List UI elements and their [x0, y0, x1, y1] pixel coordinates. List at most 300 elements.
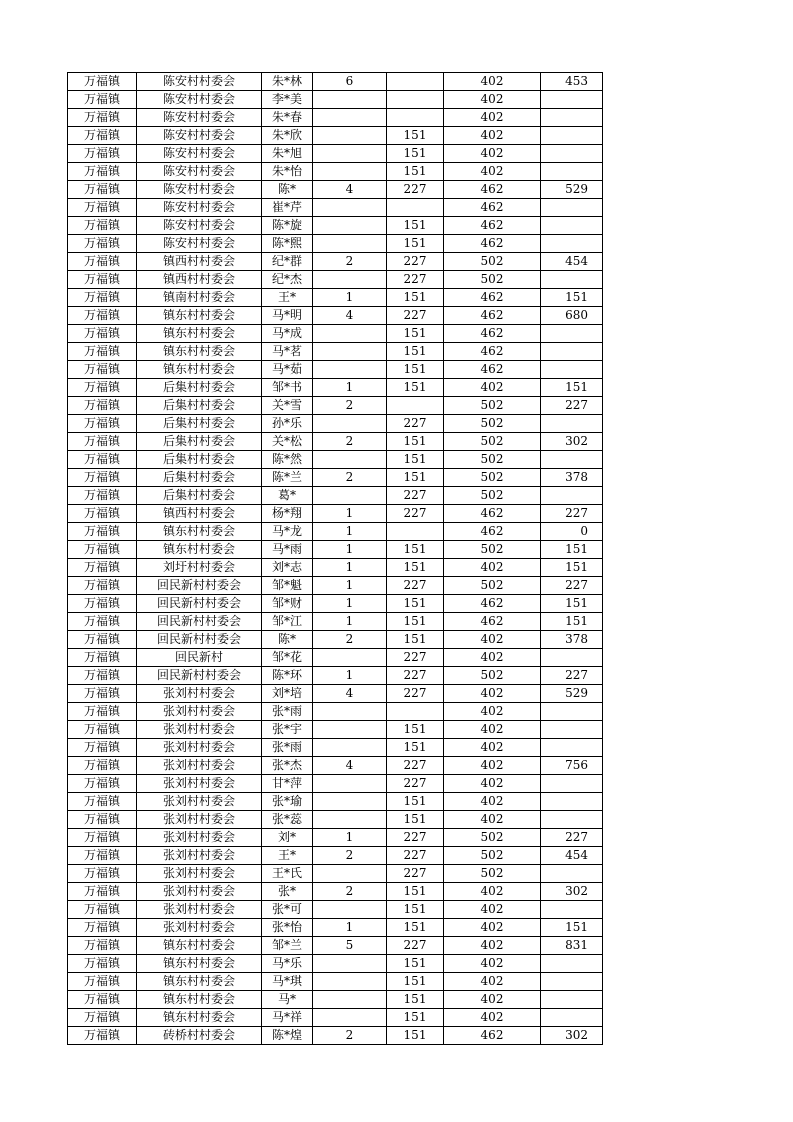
value-a-cell: 151	[387, 127, 444, 145]
village-cell: 镇东村村委会	[137, 1009, 262, 1027]
village-cell: 刘圩村村委会	[137, 559, 262, 577]
value-b-cell: 502	[444, 541, 541, 559]
value-a-cell: 151	[387, 901, 444, 919]
value-b-cell: 402	[444, 127, 541, 145]
count-cell	[313, 361, 387, 379]
table-row	[68, 379, 603, 397]
town-cell: 万福镇	[68, 523, 137, 541]
village-cell: 镇东村村委会	[137, 523, 262, 541]
name-cell: 张*宇	[262, 721, 313, 739]
count-cell	[313, 325, 387, 343]
count-cell: 2	[313, 253, 387, 271]
town-cell: 万福镇	[68, 1027, 137, 1045]
table-row	[68, 163, 603, 181]
value-b-cell: 402	[444, 721, 541, 739]
total-cell	[541, 865, 603, 883]
table-row	[68, 91, 603, 109]
value-b-cell: 402	[444, 559, 541, 577]
total-cell: 227	[541, 577, 603, 595]
village-cell: 镇南村村委会	[137, 289, 262, 307]
count-cell	[313, 487, 387, 505]
total-cell: 302	[541, 883, 603, 901]
total-cell	[541, 271, 603, 289]
total-cell	[541, 109, 603, 127]
village-cell: 张刘村村委会	[137, 685, 262, 703]
town-cell: 万福镇	[68, 793, 137, 811]
value-a-cell: 227	[387, 685, 444, 703]
value-a-cell: 151	[387, 595, 444, 613]
value-b-cell: 402	[444, 739, 541, 757]
village-cell: 张刘村村委会	[137, 883, 262, 901]
value-b-cell: 462	[444, 235, 541, 253]
total-cell: 0	[541, 523, 603, 541]
village-cell: 后集村村委会	[137, 451, 262, 469]
count-cell: 1	[313, 613, 387, 631]
value-b-cell: 402	[444, 757, 541, 775]
value-a-cell: 151	[387, 739, 444, 757]
name-cell: 刘*志	[262, 559, 313, 577]
town-cell: 万福镇	[68, 289, 137, 307]
count-cell	[313, 109, 387, 127]
town-cell: 万福镇	[68, 991, 137, 1009]
table-row	[68, 703, 603, 721]
value-b-cell: 402	[444, 649, 541, 667]
town-cell: 万福镇	[68, 865, 137, 883]
total-cell: 831	[541, 937, 603, 955]
village-cell: 后集村村委会	[137, 397, 262, 415]
village-cell: 回民新村	[137, 649, 262, 667]
total-cell: 378	[541, 469, 603, 487]
value-a-cell	[387, 199, 444, 217]
total-cell	[541, 991, 603, 1009]
value-a-cell: 227	[387, 505, 444, 523]
value-b-cell: 402	[444, 883, 541, 901]
town-cell: 万福镇	[68, 397, 137, 415]
town-cell: 万福镇	[68, 91, 137, 109]
total-cell: 151	[541, 379, 603, 397]
village-cell: 回民新村村委会	[137, 667, 262, 685]
total-cell: 151	[541, 613, 603, 631]
total-cell	[541, 415, 603, 433]
value-b-cell: 402	[444, 163, 541, 181]
value-b-cell: 402	[444, 685, 541, 703]
value-a-cell: 151	[387, 919, 444, 937]
table-row	[68, 721, 603, 739]
value-a-cell: 227	[387, 271, 444, 289]
value-a-cell: 227	[387, 307, 444, 325]
name-cell: 张*瑜	[262, 793, 313, 811]
name-cell: 张*蕊	[262, 811, 313, 829]
town-cell: 万福镇	[68, 217, 137, 235]
count-cell: 2	[313, 469, 387, 487]
value-a-cell: 227	[387, 829, 444, 847]
table-row	[68, 217, 603, 235]
count-cell	[313, 973, 387, 991]
town-cell: 万福镇	[68, 649, 137, 667]
name-cell: 纪*杰	[262, 271, 313, 289]
value-b-cell: 402	[444, 145, 541, 163]
value-b-cell: 502	[444, 847, 541, 865]
value-a-cell: 151	[387, 361, 444, 379]
table-row	[68, 361, 603, 379]
village-cell: 张刘村村委会	[137, 757, 262, 775]
total-cell	[541, 145, 603, 163]
value-b-cell: 502	[444, 415, 541, 433]
value-b-cell: 462	[444, 361, 541, 379]
village-cell: 张刘村村委会	[137, 901, 262, 919]
count-cell	[313, 1009, 387, 1027]
name-cell: 崔*芹	[262, 199, 313, 217]
count-cell	[313, 649, 387, 667]
village-cell: 陈安村村委会	[137, 73, 262, 91]
value-b-cell: 462	[444, 343, 541, 361]
table-row	[68, 955, 603, 973]
count-cell	[313, 955, 387, 973]
count-cell	[313, 739, 387, 757]
total-cell: 227	[541, 505, 603, 523]
name-cell: 王*	[262, 847, 313, 865]
value-b-cell: 402	[444, 91, 541, 109]
value-b-cell: 502	[444, 667, 541, 685]
total-cell: 151	[541, 289, 603, 307]
village-cell: 陈安村村委会	[137, 217, 262, 235]
value-b-cell: 402	[444, 919, 541, 937]
count-cell	[313, 235, 387, 253]
total-cell	[541, 649, 603, 667]
total-cell	[541, 361, 603, 379]
value-a-cell	[387, 109, 444, 127]
town-cell: 万福镇	[68, 559, 137, 577]
value-b-cell: 402	[444, 901, 541, 919]
value-a-cell: 151	[387, 955, 444, 973]
value-a-cell: 227	[387, 775, 444, 793]
value-b-cell: 402	[444, 937, 541, 955]
town-cell: 万福镇	[68, 199, 137, 217]
name-cell: 陈*然	[262, 451, 313, 469]
value-a-cell: 151	[387, 1009, 444, 1027]
table-row	[68, 451, 603, 469]
value-a-cell	[387, 523, 444, 541]
table-row	[68, 883, 603, 901]
value-a-cell: 151	[387, 145, 444, 163]
value-b-cell: 462	[444, 613, 541, 631]
total-cell: 756	[541, 757, 603, 775]
total-cell	[541, 703, 603, 721]
value-b-cell: 502	[444, 433, 541, 451]
name-cell: 关*雪	[262, 397, 313, 415]
name-cell: 王*氏	[262, 865, 313, 883]
town-cell: 万福镇	[68, 883, 137, 901]
table-row	[68, 991, 603, 1009]
table-row	[68, 469, 603, 487]
town-cell: 万福镇	[68, 631, 137, 649]
village-cell: 回民新村村委会	[137, 577, 262, 595]
total-cell: 151	[541, 595, 603, 613]
name-cell: 马*龙	[262, 523, 313, 541]
name-cell: 朱*林	[262, 73, 313, 91]
total-cell: 454	[541, 253, 603, 271]
village-cell: 张刘村村委会	[137, 793, 262, 811]
village-cell: 后集村村委会	[137, 415, 262, 433]
village-cell: 陈安村村委会	[137, 163, 262, 181]
town-cell: 万福镇	[68, 307, 137, 325]
town-cell: 万福镇	[68, 829, 137, 847]
table-row	[68, 289, 603, 307]
village-cell: 张刘村村委会	[137, 919, 262, 937]
value-b-cell: 402	[444, 1009, 541, 1027]
value-a-cell: 151	[387, 793, 444, 811]
town-cell: 万福镇	[68, 739, 137, 757]
table-row	[68, 685, 603, 703]
value-a-cell: 151	[387, 379, 444, 397]
total-cell	[541, 739, 603, 757]
value-a-cell	[387, 703, 444, 721]
town-cell: 万福镇	[68, 469, 137, 487]
table-row	[68, 307, 603, 325]
town-cell: 万福镇	[68, 433, 137, 451]
value-b-cell: 502	[444, 829, 541, 847]
village-cell: 陈安村村委会	[137, 109, 262, 127]
table-row	[68, 937, 603, 955]
table-row	[68, 919, 603, 937]
town-cell: 万福镇	[68, 811, 137, 829]
town-cell: 万福镇	[68, 451, 137, 469]
name-cell: 马*祥	[262, 1009, 313, 1027]
count-cell: 1	[313, 577, 387, 595]
count-cell: 2	[313, 397, 387, 415]
count-cell: 1	[313, 505, 387, 523]
name-cell: 刘*	[262, 829, 313, 847]
value-a-cell: 151	[387, 217, 444, 235]
name-cell: 邹*花	[262, 649, 313, 667]
town-cell: 万福镇	[68, 937, 137, 955]
village-cell: 镇东村村委会	[137, 343, 262, 361]
total-cell: 529	[541, 181, 603, 199]
village-cell: 陈安村村委会	[137, 235, 262, 253]
village-cell: 后集村村委会	[137, 487, 262, 505]
name-cell: 甘*萍	[262, 775, 313, 793]
value-b-cell: 402	[444, 991, 541, 1009]
count-cell: 1	[313, 595, 387, 613]
table-row	[68, 1009, 603, 1027]
table-row	[68, 847, 603, 865]
count-cell	[313, 163, 387, 181]
total-cell: 680	[541, 307, 603, 325]
town-cell: 万福镇	[68, 127, 137, 145]
town-cell: 万福镇	[68, 703, 137, 721]
value-b-cell: 502	[444, 577, 541, 595]
value-b-cell: 462	[444, 217, 541, 235]
village-cell: 回民新村村委会	[137, 595, 262, 613]
value-b-cell: 502	[444, 397, 541, 415]
value-a-cell	[387, 73, 444, 91]
value-a-cell: 151	[387, 811, 444, 829]
table-row	[68, 523, 603, 541]
name-cell: 李*美	[262, 91, 313, 109]
value-b-cell: 462	[444, 325, 541, 343]
total-cell	[541, 199, 603, 217]
name-cell: 朱*怡	[262, 163, 313, 181]
name-cell: 马*乐	[262, 955, 313, 973]
total-cell: 227	[541, 829, 603, 847]
village-cell: 镇东村村委会	[137, 361, 262, 379]
town-cell: 万福镇	[68, 487, 137, 505]
value-a-cell	[387, 91, 444, 109]
name-cell: 朱*旭	[262, 145, 313, 163]
table-row	[68, 487, 603, 505]
value-b-cell: 502	[444, 487, 541, 505]
value-a-cell: 151	[387, 613, 444, 631]
village-cell: 镇东村村委会	[137, 955, 262, 973]
table-row	[68, 73, 603, 91]
name-cell: 马*成	[262, 325, 313, 343]
total-cell: 454	[541, 847, 603, 865]
village-cell: 张刘村村委会	[137, 721, 262, 739]
count-cell: 4	[313, 685, 387, 703]
value-b-cell: 462	[444, 199, 541, 217]
village-cell: 回民新村村委会	[137, 631, 262, 649]
village-cell: 张刘村村委会	[137, 775, 262, 793]
village-cell: 张刘村村委会	[137, 739, 262, 757]
village-cell: 陈安村村委会	[137, 91, 262, 109]
table-row	[68, 973, 603, 991]
town-cell: 万福镇	[68, 325, 137, 343]
name-cell: 邹*兰	[262, 937, 313, 955]
town-cell: 万福镇	[68, 847, 137, 865]
town-cell: 万福镇	[68, 577, 137, 595]
total-cell: 378	[541, 631, 603, 649]
count-cell	[313, 775, 387, 793]
value-a-cell	[387, 397, 444, 415]
table-body	[68, 73, 603, 1045]
total-cell: 453	[541, 73, 603, 91]
value-b-cell: 402	[444, 703, 541, 721]
name-cell: 陈*环	[262, 667, 313, 685]
count-cell: 6	[313, 73, 387, 91]
total-cell	[541, 1009, 603, 1027]
value-b-cell: 402	[444, 775, 541, 793]
value-a-cell: 151	[387, 343, 444, 361]
village-cell: 镇东村村委会	[137, 991, 262, 1009]
count-cell	[313, 901, 387, 919]
total-cell	[541, 217, 603, 235]
table-row	[68, 415, 603, 433]
name-cell: 马*茗	[262, 343, 313, 361]
name-cell: 张*雨	[262, 739, 313, 757]
table-row	[68, 757, 603, 775]
total-cell	[541, 721, 603, 739]
count-cell: 1	[313, 919, 387, 937]
value-a-cell: 151	[387, 433, 444, 451]
count-cell: 2	[313, 433, 387, 451]
value-a-cell: 151	[387, 289, 444, 307]
village-cell: 回民新村村委会	[137, 613, 262, 631]
table-row	[68, 667, 603, 685]
count-cell: 1	[313, 829, 387, 847]
table-row	[68, 577, 603, 595]
table-row	[68, 829, 603, 847]
value-a-cell: 151	[387, 469, 444, 487]
value-a-cell: 151	[387, 721, 444, 739]
town-cell: 万福镇	[68, 253, 137, 271]
town-cell: 万福镇	[68, 235, 137, 253]
total-cell: 302	[541, 433, 603, 451]
name-cell: 张*	[262, 883, 313, 901]
value-a-cell: 227	[387, 487, 444, 505]
count-cell	[313, 415, 387, 433]
value-b-cell: 462	[444, 523, 541, 541]
name-cell: 马*	[262, 991, 313, 1009]
count-cell	[313, 145, 387, 163]
count-cell: 1	[313, 523, 387, 541]
count-cell	[313, 811, 387, 829]
table-row	[68, 541, 603, 559]
count-cell: 1	[313, 667, 387, 685]
town-cell: 万福镇	[68, 667, 137, 685]
town-cell: 万福镇	[68, 1009, 137, 1027]
town-cell: 万福镇	[68, 613, 137, 631]
count-cell	[313, 199, 387, 217]
count-cell: 1	[313, 289, 387, 307]
count-cell: 2	[313, 847, 387, 865]
table-row	[68, 559, 603, 577]
name-cell: 朱*春	[262, 109, 313, 127]
count-cell: 1	[313, 541, 387, 559]
value-b-cell: 462	[444, 505, 541, 523]
table-row	[68, 775, 603, 793]
table-row	[68, 901, 603, 919]
village-cell: 张刘村村委会	[137, 811, 262, 829]
total-cell	[541, 325, 603, 343]
value-a-cell: 227	[387, 757, 444, 775]
count-cell	[313, 991, 387, 1009]
town-cell: 万福镇	[68, 541, 137, 559]
count-cell: 2	[313, 883, 387, 901]
name-cell: 陈*	[262, 631, 313, 649]
village-cell: 镇西村村委会	[137, 505, 262, 523]
count-cell	[313, 91, 387, 109]
table-row	[68, 181, 603, 199]
table-row	[68, 793, 603, 811]
value-a-cell: 227	[387, 865, 444, 883]
name-cell: 葛*	[262, 487, 313, 505]
value-a-cell: 151	[387, 235, 444, 253]
total-cell	[541, 793, 603, 811]
value-b-cell: 402	[444, 109, 541, 127]
table-row	[68, 253, 603, 271]
name-cell: 马*茹	[262, 361, 313, 379]
count-cell	[313, 451, 387, 469]
count-cell	[313, 865, 387, 883]
value-a-cell: 227	[387, 847, 444, 865]
table-row	[68, 145, 603, 163]
count-cell	[313, 793, 387, 811]
data-table	[67, 72, 603, 1045]
village-cell: 镇东村村委会	[137, 937, 262, 955]
village-cell: 张刘村村委会	[137, 829, 262, 847]
table-row	[68, 127, 603, 145]
count-cell	[313, 721, 387, 739]
total-cell: 227	[541, 397, 603, 415]
town-cell: 万福镇	[68, 901, 137, 919]
town-cell: 万福镇	[68, 973, 137, 991]
value-a-cell: 151	[387, 451, 444, 469]
total-cell	[541, 811, 603, 829]
value-a-cell: 227	[387, 415, 444, 433]
village-cell: 镇东村村委会	[137, 307, 262, 325]
town-cell: 万福镇	[68, 505, 137, 523]
village-cell: 陈安村村委会	[137, 127, 262, 145]
